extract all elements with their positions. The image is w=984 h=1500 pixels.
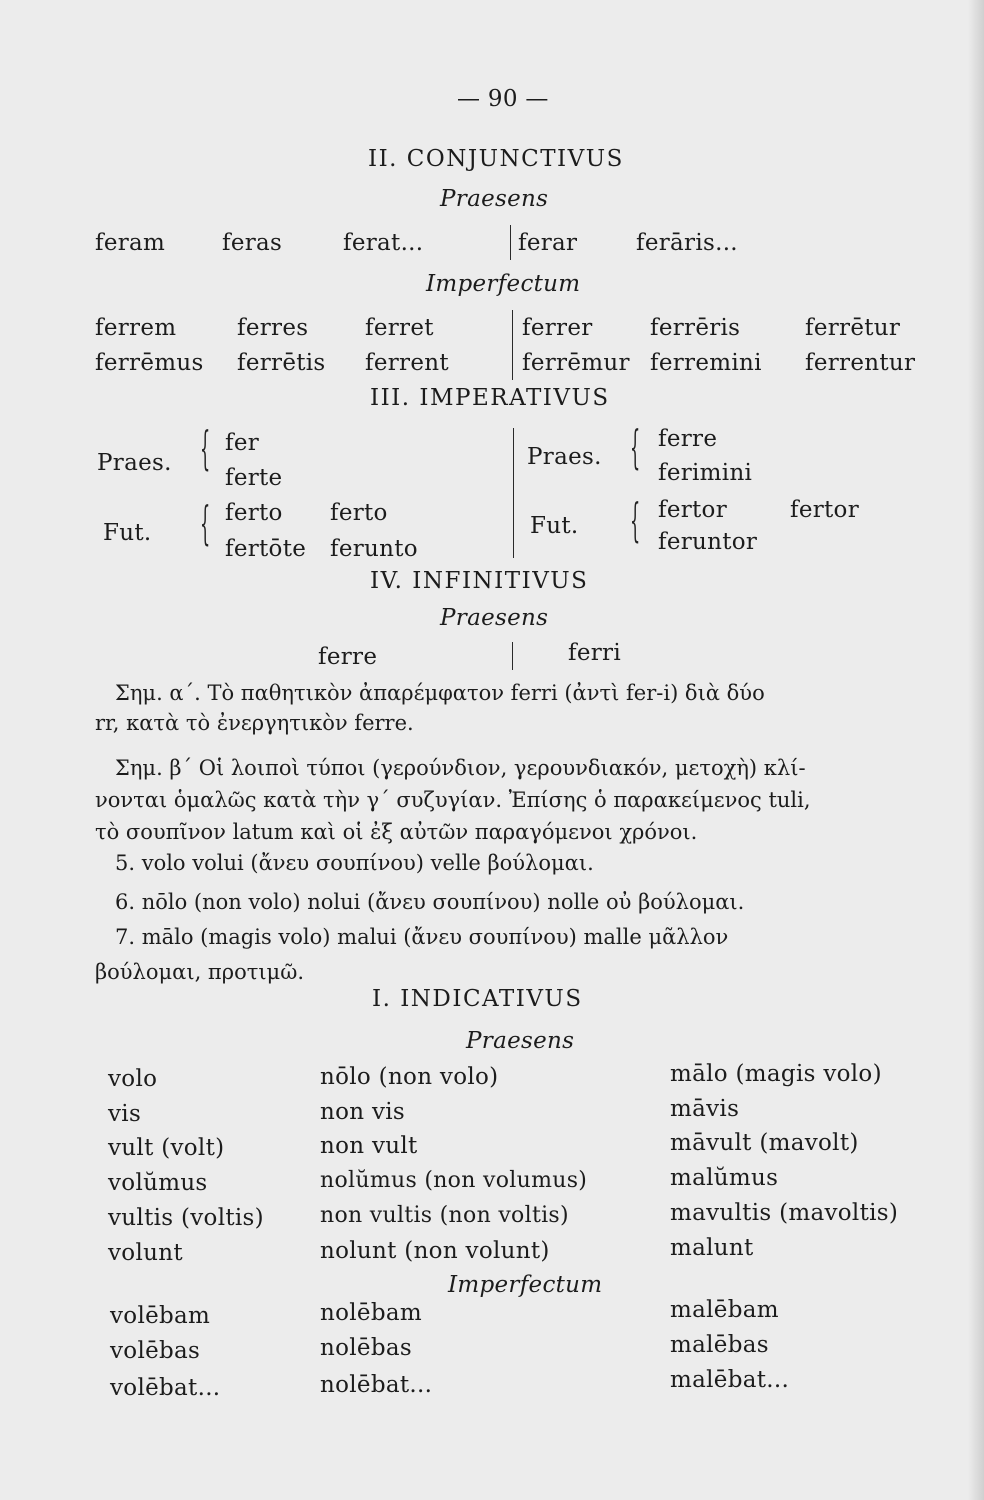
imper-fut-2pl: fertōte: [225, 536, 307, 562]
imper-fut-pass-2sg: fertor: [658, 497, 728, 523]
page-number: — 90 —: [457, 86, 549, 112]
imper-praes-pass-2sg: ferre: [658, 426, 718, 452]
section-title-imperativus: III. IMPERATIVUS: [370, 385, 610, 411]
conj-imperf-1sg: ferrem: [95, 315, 177, 341]
nolo-imperf-2sg: nolēbas: [320, 1335, 412, 1361]
section-title-indicativus: I. INDICATIVUS: [372, 986, 583, 1012]
imper-praes-2pl: ferte: [225, 465, 283, 491]
imper-praes-2sg: fer: [225, 430, 260, 456]
volo-praes-1pl: volŭmus: [108, 1170, 208, 1196]
conj-imperf-3sg: ferret: [365, 315, 434, 341]
conj-imperf-pass-3sg: ferrētur: [805, 315, 901, 341]
conj-imperf-pass-2pl: ferremini: [650, 350, 762, 376]
malo-praes-3pl: malunt: [670, 1235, 754, 1261]
malo-imperf-1sg: malēbam: [670, 1297, 779, 1323]
note-beta-line2: νονται ὁμαλῶς κατὰ τὴν γ΄ συζυγίαν. Ἐπίσης ὁ παρακείμενος tuli,: [95, 788, 811, 812]
imper-fut-3sg: ferto: [330, 500, 388, 526]
nolo-praes-1sg: nōlo (non volo): [320, 1064, 499, 1090]
note-alpha-line1: Σημ. α΄. Τὸ παθητικὸν ἀπαρέμφατον ferri (ἀντὶ fer-i) διὰ δύο: [115, 681, 765, 705]
conj-imperf-pass-1sg: ferrer: [522, 315, 593, 341]
volo-praes-3sg: vult (volt): [108, 1135, 225, 1161]
conj-praes-2sg: feras: [222, 230, 283, 256]
infin-praesens-label: Praesens: [440, 605, 549, 631]
verb-6-nolo: 6. nōlo (non volo) nolui (ἄνευ σουπίνου) nolle οὐ βούλομαι.: [115, 890, 745, 914]
conj-praesens-label: Praesens: [440, 186, 549, 212]
indic-imperfectum-label: Imperfectum: [448, 1272, 603, 1298]
brace-icon: {: [200, 496, 211, 550]
volo-imperf-1sg: volēbam: [110, 1303, 211, 1329]
conj-praes-3sg: ferat...: [343, 230, 424, 256]
conj-imperf-pass-1pl: ferrēmur: [522, 350, 630, 376]
imper-fut-pass-label: Fut.: [530, 513, 579, 539]
nolo-praes-2pl: non vultis (non voltis): [320, 1203, 569, 1228]
conj-imperf-pass-3pl: ferrentur: [805, 350, 916, 376]
volo-praes-2pl: vultis (voltis): [108, 1205, 264, 1231]
malo-praes-2sg: māvis: [670, 1096, 740, 1122]
conj-imperf-2pl: ferrētis: [237, 350, 326, 376]
nolo-praes-2sg: non vis: [320, 1099, 406, 1125]
verb-7-malo-line1: 7. mālo (magis volo) malui (ἄνευ σουπίνου) malle μᾶλλον: [115, 925, 729, 949]
column-divider: [512, 310, 513, 380]
volo-praes-1sg: volo: [108, 1066, 158, 1092]
imper-fut-pass-3pl: feruntor: [658, 529, 758, 555]
section-title-infinitivus: IV. INFINITIVUS: [370, 568, 589, 594]
column-divider: [513, 428, 514, 558]
column-divider: [510, 225, 511, 260]
conj-imperf-2sg: ferres: [237, 315, 309, 341]
malo-imperf-3sg: malēbat...: [670, 1367, 790, 1393]
note-alpha-line2: rr, κατὰ τὸ ἐνεργητικὸν ferre.: [95, 711, 414, 735]
volo-praes-2sg: vis: [108, 1101, 142, 1127]
nolo-praes-3pl: nolunt (non volunt): [320, 1238, 550, 1264]
conj-imperf-1pl: ferrēmus: [95, 350, 204, 376]
note-beta-line1: Σημ. β΄ Οἱ λοιποὶ τύποι (γερούνδιον, γερουνδιακόν, μετοχὴ) κλί-: [115, 756, 806, 780]
conj-praes-pass-1sg: ferar: [518, 230, 578, 256]
section-title-conjunctivus: II. CONJUNCTIVUS: [368, 146, 624, 172]
conj-praes-1sg: feram: [95, 230, 166, 256]
nolo-imperf-1sg: nolēbam: [320, 1300, 422, 1326]
malo-imperf-2sg: malēbas: [670, 1332, 769, 1358]
note-beta-line3: τὸ σουπῖνον latum καὶ οἱ ἐξ αὐτῶν παραγόμενοι χρόνοι.: [95, 820, 698, 844]
infin-passive: ferri: [568, 640, 621, 666]
volo-imperf-2sg: volēbas: [110, 1338, 201, 1364]
nolo-praes-3sg: non vult: [320, 1133, 418, 1159]
malo-praes-3sg: māvult (mavolt): [670, 1130, 859, 1156]
nolo-praes-1pl: nolŭmus (non volumus): [320, 1168, 588, 1193]
brace-icon: {: [200, 421, 211, 475]
imper-praes-pass-label: Praes.: [527, 444, 602, 470]
imper-fut-3pl: ferunto: [330, 536, 418, 562]
conj-imperfectum-label: Imperfectum: [426, 271, 581, 297]
page-edge-shadow: [968, 0, 984, 1500]
volo-praes-3pl: volunt: [108, 1240, 183, 1266]
malo-praes-2pl: mavultis (mavoltis): [670, 1200, 899, 1226]
imper-fut-2sg: ferto: [225, 500, 283, 526]
brace-icon: {: [630, 420, 641, 474]
conj-imperf-3pl: ferrent: [365, 350, 449, 376]
conj-praes-pass-2sg: ferāris...: [636, 230, 738, 256]
malo-praes-1sg: mālo (magis volo): [670, 1061, 882, 1087]
verb-7-malo-line2: βούλομαι, προτιμῶ.: [95, 960, 305, 984]
imper-fut-pass-3sg: fertor: [790, 497, 860, 523]
imper-praes-label: Praes.: [97, 450, 172, 476]
brace-icon: {: [630, 493, 641, 547]
imper-praes-pass-2pl: ferimini: [658, 460, 753, 486]
volo-imperf-3sg: volēbat...: [110, 1375, 221, 1401]
nolo-imperf-3sg: nolēbat...: [320, 1372, 433, 1398]
indic-praesens-label: Praesens: [466, 1028, 575, 1054]
infin-active: ferre: [318, 644, 378, 670]
column-divider: [512, 642, 513, 670]
verb-5-volo: 5. volo volui (ἄνευ σουπίνου) velle βούλομαι.: [115, 851, 594, 875]
conj-imperf-pass-2sg: ferrēris: [650, 315, 741, 341]
imper-fut-label: Fut.: [103, 520, 152, 546]
malo-praes-1pl: malŭmus: [670, 1165, 779, 1191]
